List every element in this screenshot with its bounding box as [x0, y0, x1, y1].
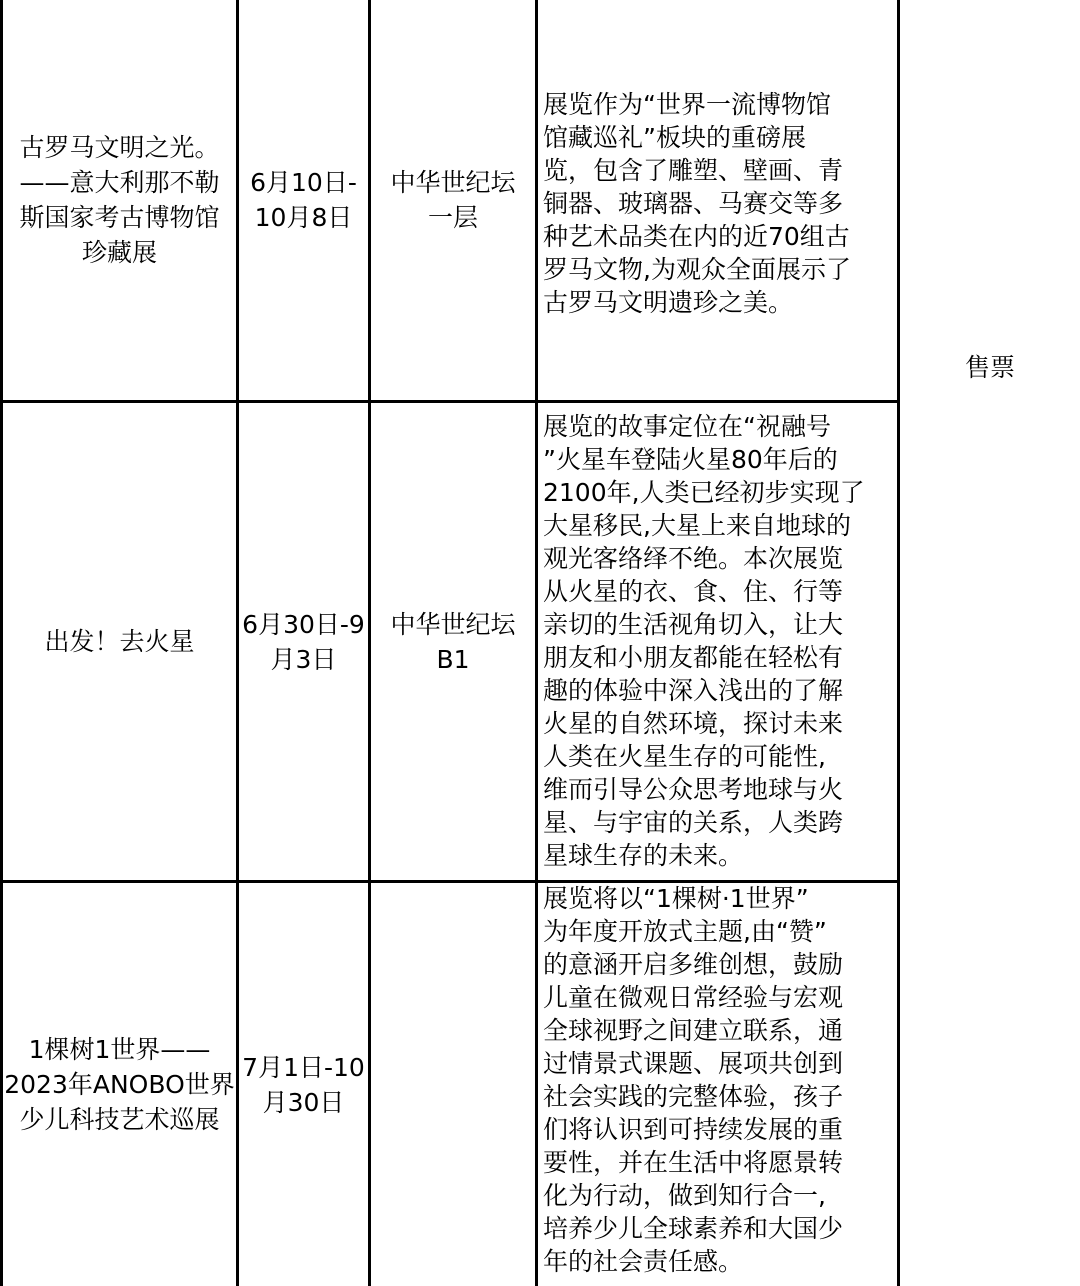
- ticket-cell: [900, 0, 1080, 735]
- exhibition-name-cell: 1棵树1世界—— 2023年ANOBO世界 少儿科技艺术巡展: [4, 1035, 235, 1134]
- exhibition-venue-cell: [371, 883, 535, 1286]
- ticket-label: 售票: [964, 353, 1015, 382]
- exhibition-date-cell: 6月30日-9 月3日: [242, 609, 365, 674]
- exhibition-venue-cell: 中华世纪坛 B1: [390, 609, 516, 674]
- exhibition-date-cell: 7月1日-10 月30日: [242, 1052, 365, 1117]
- grid-line: [535, 0, 538, 1286]
- exhibition-date-cell: 6月10日- 10月8日: [250, 168, 357, 232]
- exhibition-name-cell: 出发！去火星: [44, 627, 195, 656]
- exhibition-description: 展览的故事定位在“祝融号 ”火星车登陆火星80年后的 2100年,人类已经初步实现了 大星移民,大星上来自地球的 观光客络绎不绝。本次展览 从火星的衣、食、住、行等 亲切的生活视角切入，让大 朋友和小朋友都能在轻松有 趣的体验中深入浅出的了解 火星的自然环境，探讨未来 人类在火星生存的可能性, 维而引导公众思考地球与火 星、与宇宙的关系，人类跨 星球生存的未来。: [543, 412, 865, 870]
- exhibition-description: 展览将以“1棵树·1世界” 为年度开放式主题,由“赞” 的意涵开启多维创想，鼓励 儿童在微观日常经验与宏观 全球视野之间建立联系，通 过情景式课题、展项共创到 社会实践的完整体验，孩子 们将认识到可持续发展的重 要性，并在生活中将愿景转 化为行动，做到知行合一, 培养少儿全球素养和大国少 年的社会责任感。: [543, 884, 844, 1276]
- exhibition-description: 展览作为“世界一流博物馆 馆藏巡礼”板块的重磅展 览，包含了雕塑、壁画、青 铜器、玻璃器、马赛交等多 种艺术品类在内的近70组古 罗马文物,为观众全面展示了 古罗马文明遗珍之美。: [543, 90, 851, 317]
- exhibition-name-cell: 古罗马文明之光。 ——意大利那不勒 斯国家考古博物馆 珍藏展: [19, 133, 220, 267]
- exhibition-venue-cell: 中华世纪坛 一层: [390, 168, 516, 232]
